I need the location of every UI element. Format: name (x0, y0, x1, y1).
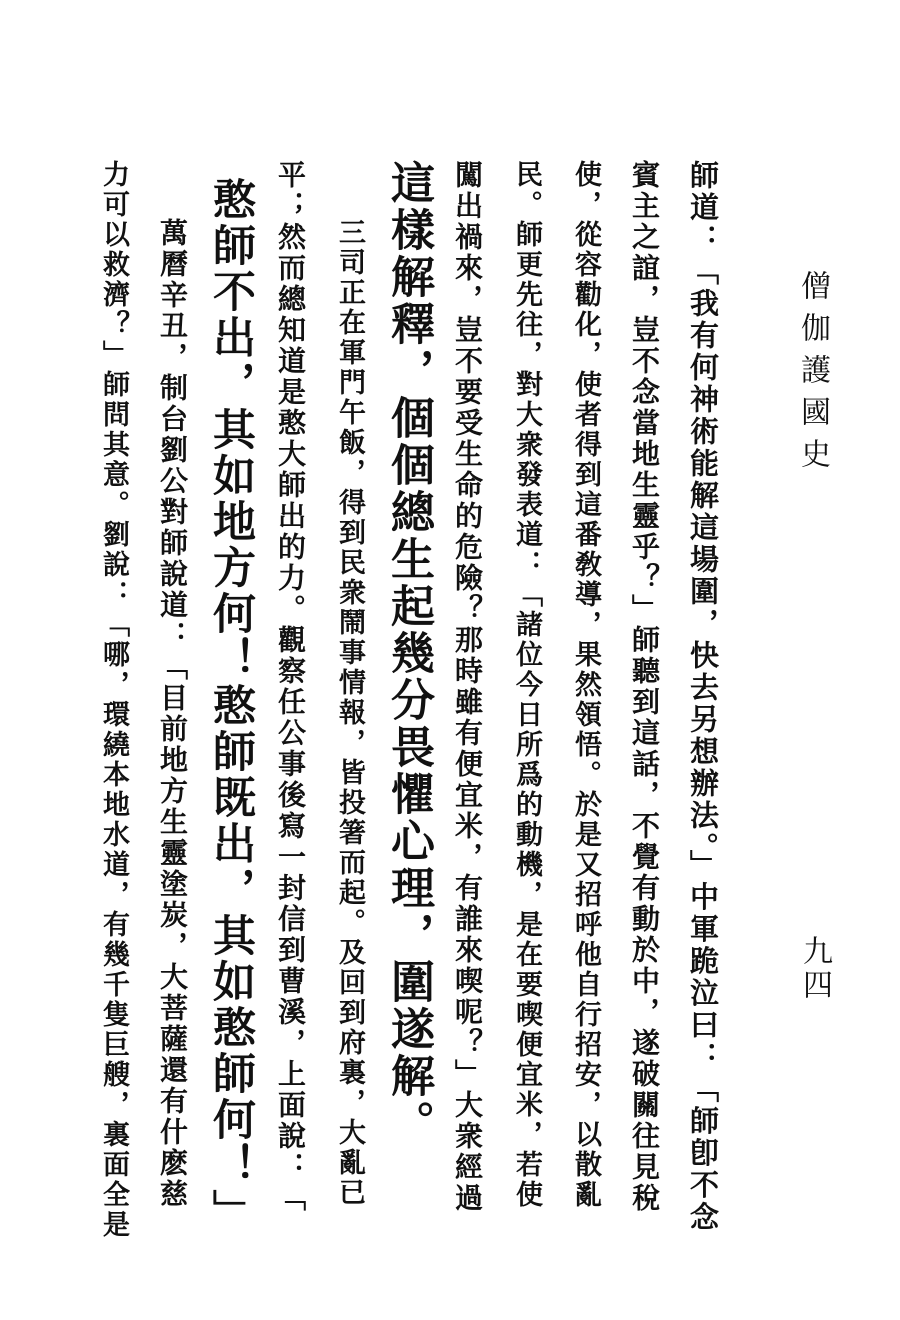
running-title: 僧伽護國史 (795, 270, 830, 480)
text-column-6: 這樣解釋，個個總生起幾分畏懼心理，圍遂解。 (383, 160, 434, 1147)
text-column-3: 使，從容勸化，使者得到這番敎導，果然領悟。於是又招呼他自行招安，以散亂 (570, 160, 601, 1210)
text-column-7: 三司正在軍門午飯，得到民衆鬧事情報，皆投箸而起。及回到府裏，大亂已 (334, 218, 365, 1208)
text-column-5: 闖出禍來，豈不要受生命的危險？那時雖有便宜米，有誰來喫呢？」大衆經過 (451, 160, 484, 1214)
text-column-2: 賓主之誼，豈不念當地生靈乎？」師聽到這話，不覺有動於中，遂破關往見稅 (628, 160, 661, 1214)
text-column-4: 民。師更先往，對大衆發表道：「諸位今日所爲的動機，是在要喫便宜米，若使 (511, 160, 542, 1210)
text-column-1: 師道：「我有何神術能解這場圍，快去另想辦法。」中軍跪泣曰：「師卽不念 (686, 160, 720, 1234)
body-text (100, 160, 740, 1240)
text-column-10: 萬曆辛丑，制台劉公對師說道：「目前地方生靈塗炭，大菩薩還有什麽慈 (156, 218, 189, 1210)
page-number: 九四 (797, 935, 832, 1003)
text-column-9: 憨師不出，其如地方何！憨師既出，其如憨師何！」 (206, 177, 256, 1235)
text-column-11: 力可以救濟？」師問其意。劉說：「哪，環繞本地水道，有幾千隻巨艘，裏面全是 (98, 160, 129, 1240)
text-column-8: 平；然而總知道是憨大師出的力。觀察任公事後寫一封信到曹溪，上面說：「 (274, 160, 307, 1214)
